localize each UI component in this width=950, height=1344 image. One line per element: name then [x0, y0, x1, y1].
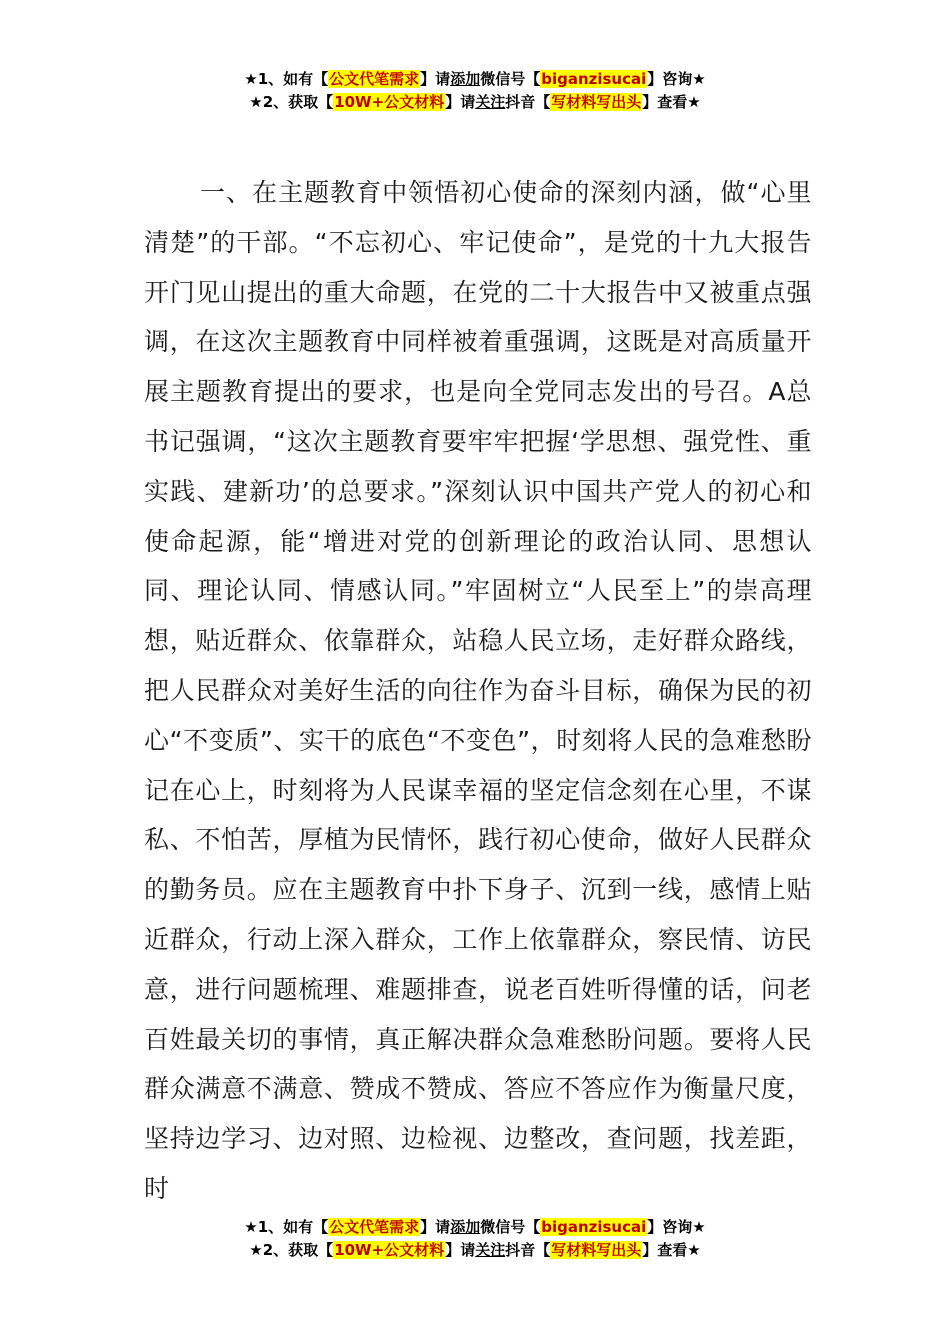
- promo-text: ★1、如有【: [244, 1218, 329, 1236]
- promo-line-2: [0, 91, 950, 114]
- promo-text: 】咨询★: [647, 1218, 706, 1236]
- promo-text: 】请: [420, 1218, 451, 1236]
- promo-highlight: 10W+公文材料: [334, 1241, 445, 1259]
- promo-header: [0, 68, 950, 114]
- promo-text: ★1、如有【: [244, 70, 329, 88]
- body-paragraph: 一、在主题教育中领悟初心使命的深刻内涵，做“心里清楚”的干部。“不忘初心、牢记使命”，是党的十九大报告开门见山提出的重大命题，在党的二十大报告中又被重点强调，在这次主题教育中同样被着重强调，这既是对高质量开展主题教育提出的要求，也是向全党同志发出的号召。A总书记强调，“这次主题教育要牢牢把握‘学思想、强党性、重实践、建新功’的总要求。”深刻认识中国共产党人的初心和使命起源，能“增进对党的创新理论的政治认同、思想认同、理论认同、情感认同。”牢固树立“人民至上”的崇高理想，贴近群众、依靠群众，站稳人民立场，走好群众路线，把人民群众对美好生活的向往作为奋斗目标，确保为民的初心“不变质”、实干的底色“不变色”，时刻将人民的急难愁盼记在心上，时刻将为人民谋幸福的坚定信念刻在心里，不谋私、不怕苦，厚植为民情怀，践行初心使命，做好人民群众的勤务员。应在主题教育中扑下身子、沉到一线，感情上贴近群众，行动上深入群众，工作上依靠群众，察民情、访民意，进行问题梳理、难题排查，说老百姓听得懂的话，问老百姓最关切的事情，真正解决群众急难愁盼问题。要将人民群众满意不满意、赞成不赞成、答应不答应作为衡量尺度，坚持边学习、边对照、边检视、边整改，查问题，找差距，时: [144, 178, 812, 1203]
- promo-text: ★2、获取【: [249, 1241, 334, 1259]
- promo-highlight: biganzisucai: [541, 70, 647, 88]
- promo-text: 】咨询★: [647, 70, 706, 88]
- promo-underlined-text: 添加: [450, 1218, 481, 1236]
- promo-underlined-text: 关注: [475, 1241, 506, 1259]
- promo-text: 微信号【: [480, 70, 541, 88]
- promo-text: 抖音【: [505, 93, 551, 111]
- promo-line-1: [0, 68, 950, 91]
- promo-highlight: 公文代笔需求: [329, 1218, 420, 1236]
- promo-line-1: [0, 1216, 950, 1239]
- promo-text: 】查看★: [642, 93, 701, 111]
- promo-text: 】请: [420, 70, 451, 88]
- promo-text: ★2、获取【: [249, 93, 334, 111]
- promo-highlight: 10W+公文材料: [334, 93, 445, 111]
- promo-line-2: [0, 1239, 950, 1262]
- promo-highlight: 写材料写出头: [551, 1241, 642, 1259]
- promo-highlight: biganzisucai: [541, 1218, 647, 1236]
- promo-text: 】请: [445, 93, 476, 111]
- promo-highlight: 公文代笔需求: [329, 70, 420, 88]
- promo-text: 】请: [445, 1241, 476, 1259]
- promo-text: 】查看★: [642, 1241, 701, 1259]
- promo-underlined-text: 关注: [475, 93, 506, 111]
- promo-text: 抖音【: [505, 1241, 551, 1259]
- promo-footer: [0, 1216, 950, 1262]
- promo-underlined-text: 添加: [450, 70, 481, 88]
- promo-highlight: 写材料写出头: [551, 93, 642, 111]
- promo-text: 微信号【: [480, 1218, 541, 1236]
